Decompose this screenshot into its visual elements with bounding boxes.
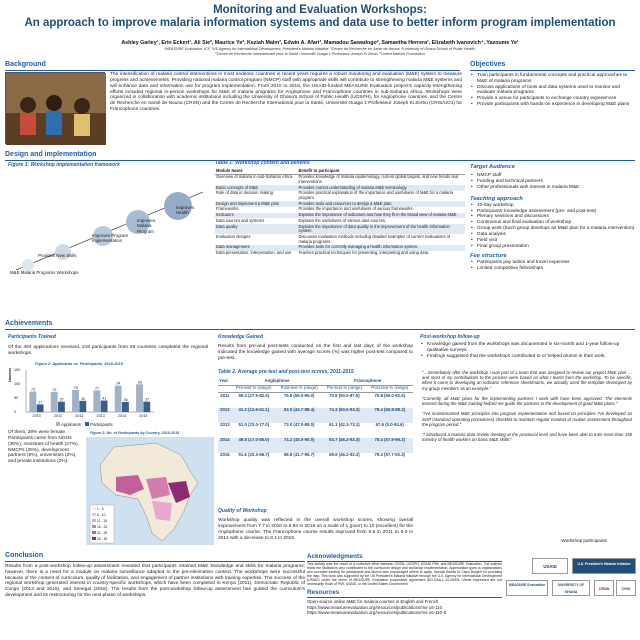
score-cell: 79.4 (60.8-88.3) bbox=[374, 407, 406, 413]
score-cell: 75.4 (57.9-96.2) bbox=[374, 437, 406, 443]
module-benefit: Teaches practical techniques for presenting, interpreting and using data. bbox=[298, 250, 430, 256]
module-benefit: Explains the importance of data quality in the improvement of the health information system. bbox=[298, 223, 450, 234]
score-cell: 63.0 (44.7-88.4) bbox=[283, 407, 315, 413]
achievements-section bbox=[5, 320, 635, 330]
affiliations: ¹MEASURE Evaluation, ICF, ²US Agency for International Development, President's Malaria Initiative, ³Centre de Recherche en Santé de Nouna, ⁴University of Ghana School of Public Health, bbox=[164, 47, 476, 51]
module-name: Data presentation, interpretation, and use bbox=[216, 250, 292, 256]
year-cell: 2013 bbox=[220, 422, 230, 428]
conclusion-section bbox=[5, 552, 305, 599]
authors: Ashley Garley¹, Erin Eckert¹, Ali Sie², Maurice Ye², Keziah Malm³, Edwin A. Afari³, Mamadou Sawadogo², Samantha Herrera¹, Elizabeth Ivanovich⁴, Yazoume Ye¹ bbox=[121, 40, 519, 46]
step-label-1: M&E Malaria Programs Workshops bbox=[10, 270, 79, 275]
bar-participants bbox=[79, 401, 86, 412]
bar-participants bbox=[143, 402, 150, 412]
approach-heading: Teaching approach bbox=[470, 195, 523, 202]
background-rule bbox=[5, 70, 460, 71]
table-row bbox=[215, 224, 465, 234]
achievements-rule bbox=[5, 329, 635, 330]
participant-quote: "Currently, all M&E plans for the implementing partners I work with have been approved. The elements learned during the M&E training helped me guide the partners in the development of good M&E plans." bbox=[422, 395, 632, 407]
x-tick-label: 2013 bbox=[96, 414, 105, 418]
y-tick-label: 0 bbox=[14, 410, 17, 414]
year-cell: 2014 bbox=[220, 437, 230, 443]
table2-header bbox=[218, 385, 413, 393]
map-legend-item: 16 - 20 bbox=[97, 525, 108, 529]
quote-attribution: -Workshop participants bbox=[560, 538, 607, 543]
table1-caption: Table 1: Workshop content and benefits bbox=[215, 160, 310, 166]
followup-heading: Post-workshop follow-up bbox=[420, 334, 480, 340]
applicants-participants-chart bbox=[8, 368, 158, 420]
module-benefit: Provides the importance and usefulness of various frameworks. bbox=[298, 206, 414, 212]
year-cell: 2011 bbox=[220, 392, 230, 398]
score-cell: 51.0 (23.0-77.0) bbox=[238, 422, 270, 428]
bar-applicants bbox=[93, 390, 100, 412]
col-benefit: Benefit to participant bbox=[298, 167, 340, 173]
map-legend-item: 21 - 25 bbox=[97, 531, 108, 535]
bar-value-label: 94 bbox=[116, 381, 121, 386]
score-cell: 75.8 (55.0-95.0) bbox=[283, 392, 315, 398]
legend-applicants: Applicants bbox=[60, 422, 81, 427]
bar-value-label: 37 bbox=[59, 397, 64, 402]
acknowledgments-heading: Acknowledgments bbox=[307, 553, 363, 560]
map-legend-item: 11 - 15 bbox=[97, 519, 108, 523]
approach-item: • Field visit bbox=[470, 238, 635, 244]
bar-applicants bbox=[115, 386, 122, 412]
bar-value-label: 36 bbox=[123, 397, 128, 402]
chart-legend bbox=[56, 422, 113, 427]
figure3-caption: Figure 3: No. of Participants by Country, 2010-2015 bbox=[90, 431, 180, 435]
background-section bbox=[5, 61, 465, 71]
module-name: Overview of malaria in sub-Saharan Africa bbox=[216, 174, 293, 180]
module-benefit: Provides tools for correctly managing a health information system. bbox=[298, 244, 419, 250]
figure1-caption: Figure 1: Workshop implementation framework bbox=[8, 162, 120, 168]
resources-heading: Resources bbox=[307, 589, 340, 597]
table-row bbox=[218, 408, 413, 423]
module-name: Design and implement a M&E plan bbox=[216, 200, 280, 206]
followup-item: • Knowledge gained from the workshops was documented in six-month and 1-year follow-up qualitative surveys. bbox=[420, 342, 635, 354]
background-heading: Background bbox=[5, 61, 46, 68]
participant-quote: "I introduced a malaria data review meeting at the provincial level and have been able to train more than 150 ministry of health workers on basic M&E skills." bbox=[422, 432, 632, 443]
bar-value-label: 72 bbox=[52, 387, 57, 392]
module-benefit: Provides correct understanding of malaria M&E terminology. bbox=[298, 184, 408, 190]
approach-item: • Group work (Each group develops an M&E plan for a malaria intervention) bbox=[470, 226, 635, 232]
bar-participants bbox=[58, 402, 65, 412]
x-tick-label: 2012 bbox=[75, 414, 84, 418]
approach-item: • Continuous and final evaluation of workshop bbox=[470, 220, 635, 226]
usaid-logo: USAID bbox=[532, 558, 568, 574]
trained-heading: Participants Trained bbox=[8, 334, 56, 340]
score-cell: 68.8 (41.7-96.7) bbox=[283, 452, 315, 458]
step-label-5: Improves Health bbox=[176, 205, 195, 216]
score-cell: 67.6 (0.0-84.6) bbox=[375, 422, 404, 428]
followup-item: • Findings suggested that the workshops contributed to or helped alumni in their work. bbox=[420, 354, 635, 360]
group-francophone: Francophone bbox=[354, 377, 382, 383]
score-cell: 75.8 (60.0-92.5) bbox=[374, 392, 406, 398]
col-pre-anglo: Pre-test % (range) bbox=[236, 385, 272, 391]
bar-participants bbox=[122, 402, 129, 412]
approach-item: • Participants' knowledge assessment (pre- and post-test) bbox=[470, 209, 635, 215]
workshop-photo bbox=[5, 72, 105, 144]
year-cell: 2012 bbox=[220, 407, 230, 413]
approach-item: • Plenary sessions and discussions bbox=[470, 214, 635, 220]
score-cell: 61.1 (42.3-73.1) bbox=[329, 422, 360, 428]
crsn-logo: CRSN bbox=[594, 580, 614, 596]
x-tick-label: 2011 bbox=[54, 414, 62, 418]
legend-participants: Participants bbox=[90, 422, 113, 427]
score-cell: 51.6 (23.3-66.7) bbox=[238, 452, 270, 458]
target-section bbox=[470, 164, 635, 272]
module-name: Data quality bbox=[216, 223, 238, 229]
table-row bbox=[218, 453, 413, 468]
implementation-framework-diagram bbox=[8, 172, 213, 282]
group-anglophone: Anglophone bbox=[264, 377, 290, 383]
col-module: Module Name bbox=[216, 167, 243, 173]
legend-swatch-applicants bbox=[56, 422, 60, 426]
x-tick-label: 2010 bbox=[32, 414, 41, 418]
table-row bbox=[218, 438, 413, 453]
fee-item: • Participants pay tuition and travel expenses bbox=[470, 260, 635, 266]
bar-value-label: 99 bbox=[137, 380, 142, 385]
title-line-1: Monitoring and Evaluation Workshops: bbox=[213, 4, 427, 16]
table2-caption: Table 2. Average pre-test and post-test scores, 2011-2015 bbox=[218, 369, 354, 375]
chart-ylabel: Number bbox=[8, 367, 12, 382]
col-pre-franco: Pre-test % (range) bbox=[326, 385, 362, 391]
score-cell: 73.0 (47.0-88.0) bbox=[283, 422, 315, 428]
module-name: Evaluation designs bbox=[216, 233, 251, 239]
module-benefit: Provides tools and resources to design a M&E plan. bbox=[298, 200, 393, 206]
resource-link[interactable]: https://www.measureevaluation.org/resources/publications/ms-16-110 bbox=[307, 604, 443, 610]
bar-applicants bbox=[29, 392, 36, 412]
objectives-list bbox=[470, 73, 635, 108]
score-cell: 63.7 (46.2-92.3) bbox=[329, 437, 360, 443]
resource-link[interactable]: https://www.measureevaluation.org/resources/publications/ms-16-110-fr bbox=[307, 610, 447, 616]
achievements-heading: Achievements bbox=[5, 320, 53, 327]
objective-item: • Provide participants with hands-on experience in developing M&E plans bbox=[470, 102, 635, 108]
col-year: Year bbox=[219, 377, 229, 383]
approach-item: • Data analysis bbox=[470, 232, 635, 238]
table-row bbox=[215, 251, 465, 257]
knowledge-heading: Knowledge Gained bbox=[218, 334, 264, 340]
module-benefit: Explains the usefulness of various data sources. bbox=[298, 217, 387, 223]
acknowledgments-section bbox=[307, 553, 502, 616]
module-name: Indicators bbox=[216, 212, 234, 218]
background-text: The intensification of malaria control interventions in most endemic countries in recent years requires a robust monitoring and evaluation (M&E) system to measure progress and achievements. Providing national malaria control program (NMCP) staff with appropriate skills will contribute to strengthening malaria M&E systems and will enhance data and information use for program implementation. From 2010 to 2015, the USAID-funded MEASURE Evaluation project's capacity-strengthening efforts included regional in-person workshops for M&E of malaria programs for Anglophone and Francophone countries in sub-Saharan Africa. Workshops were organized in collaboration with academic institutions including the University of Ghana's School of Public Health (UGSPH), for Anglophone countries, and the Centre de Recherche en Santé de Nouna (CRSN) and the Centre de Recherche International pour la Santé, Université Ouaga 1 Professeur Joseph Ki Zerbo (CRIS/UO1) for Francophone countries. bbox=[110, 72, 462, 113]
approach-item: • Final group presentation bbox=[470, 244, 635, 250]
map-legend-labels bbox=[97, 506, 107, 542]
objective-item: • Train participants in fundamental concepts and practical approaches to M&E of malaria programs bbox=[470, 73, 635, 85]
conclusion-rule bbox=[5, 561, 305, 562]
objectives-section bbox=[470, 61, 635, 108]
fee-heading: Fee structure bbox=[470, 253, 507, 260]
table-row bbox=[215, 234, 465, 244]
score-cell: 41.2 (12.6-61.1) bbox=[238, 407, 270, 413]
module-name: Data management bbox=[216, 244, 250, 250]
trained-text: Of the 494 applications received, 218 participants from 28 countries completed the regional workshops. bbox=[8, 345, 208, 356]
target-heading: Target Audience bbox=[470, 164, 515, 170]
bar-value-label: 73 bbox=[31, 387, 36, 392]
table2-group-row bbox=[218, 378, 413, 385]
bar-value-label: 79 bbox=[73, 385, 78, 390]
bar-participants bbox=[101, 401, 108, 412]
approach-item: • 10-day workshop bbox=[470, 203, 635, 209]
map-legend-item: 1 - 5 bbox=[97, 507, 104, 511]
conclusion-heading: Conclusion bbox=[5, 552, 44, 559]
workshop-photo-graphic bbox=[6, 73, 106, 145]
approach-list bbox=[470, 203, 635, 250]
bar-participants bbox=[37, 404, 44, 412]
legend-swatch-participants bbox=[85, 422, 89, 426]
design-rule bbox=[5, 160, 635, 161]
module-benefit: Discusses evaluation methods including detailed examples of current evaluations of malaria programs. bbox=[298, 233, 451, 244]
measure-logo: MEASURE Evaluation bbox=[506, 580, 548, 596]
bar-value-label: 40 bbox=[80, 396, 85, 401]
module-name: Role of data in decision making bbox=[216, 190, 273, 196]
participant-quote: "…immediately after the workshop I was part of a team that was assigned to review our project M&E plan … and most of my contributions to the process were based on what I learnt from the workshop. To be specific, when it came to developing an indicator reference sheet/matrix, we actually used the template developed by my group members as an example." bbox=[422, 370, 632, 391]
col-post-anglo: Post-test % (range) bbox=[280, 385, 318, 391]
bar-value-label: 41 bbox=[102, 396, 107, 401]
score-cell: 59.3 (27.5-82.5) bbox=[238, 392, 270, 398]
bar-applicants bbox=[72, 390, 79, 412]
module-benefit: Provides practical explanation of the importance and usefulness of M&E for a malaria program. bbox=[298, 190, 453, 201]
conclusion-text: Results from a post-workshop follow-up assessment revealed that participants retained M&E knowledge and skills for malaria programs; however, there is a need for a module on malaria surveillance adapted to the pre-elimination context. The workshops were successful because of the content of curriculum, quality of facilitation, and engagement of partner institutions with training expertise. The success of the regional workshop generated interest in country-specific workshops, which have been completed in Kenya (2011), Democratic Republic of Congo (2013 and 2015), and Senegal (2016). The results from the post-workshop follow-up assessment has guided the curriculum's development and its restructuring for the next phase of workshops. bbox=[5, 563, 305, 599]
step-label-2: Provides New Skills bbox=[38, 253, 77, 258]
target-item: • Funding and technical partners bbox=[470, 179, 635, 185]
score-cell: 69.9 (46.2-92.3) bbox=[329, 452, 360, 458]
ghana-logo: UNIVERSITY OF GHANA bbox=[552, 580, 590, 596]
module-name: Basic concepts of M&E bbox=[216, 184, 259, 190]
year-cell: 2015 bbox=[220, 452, 230, 458]
step-label-4: Improves Malaria Program bbox=[137, 218, 156, 234]
figure2-caption: Figure 2: Applicants vs. Participants, 2010-2015 bbox=[35, 361, 123, 366]
target-list bbox=[470, 173, 635, 191]
objectives-rule bbox=[470, 70, 635, 71]
score-cell: 70.9 (50.0-87.5) bbox=[329, 392, 360, 398]
fee-list bbox=[470, 260, 635, 272]
table-row bbox=[215, 191, 465, 201]
table-row bbox=[218, 423, 413, 438]
resources-rule bbox=[307, 597, 502, 598]
pmi-logo: U.S. President's Malaria Initiative bbox=[572, 558, 636, 574]
map-legend-item: 6 - 10 bbox=[97, 513, 106, 517]
x-tick-label: 2015 bbox=[139, 414, 148, 418]
table1 bbox=[215, 168, 465, 256]
resources-line: Open-source online M&E for malaria courses in English and French bbox=[307, 599, 439, 605]
score-cell: 74.2 (45.0-90.0) bbox=[283, 437, 315, 443]
fee-item: • Limited competitive fellowships bbox=[470, 266, 635, 272]
empty-cell bbox=[218, 385, 232, 393]
module-name: Frameworks bbox=[216, 206, 239, 212]
y-tick-label: 50 bbox=[14, 396, 19, 400]
step-label-3: Improves Program Implementation bbox=[92, 233, 129, 244]
knowledge-text: Results from pre-and post-tests conducted on the first and last days of the workshop indicated the knowledge gained with average scores (%) was higher post-test compared to pre-test. bbox=[218, 344, 413, 361]
bar-value-label: 37 bbox=[144, 397, 149, 402]
module-benefit: Explains the importance of indicators and how they fit in the broad view of malaria M&E. bbox=[298, 212, 458, 218]
affiliations-2: ⁵Centre de Recherche Internationale pour la Santé Université Ouaga 1 Professeur Joseph Ki Zerbo, ⁶United Nations Foundation bbox=[215, 51, 425, 56]
bar-value-label: 77 bbox=[95, 386, 100, 391]
design-section bbox=[5, 151, 635, 161]
quality-text: Workshop quality was reflected in the overall workshop scores, showing overall improvement from 7.7 in 2010 to 8.94 in 2015 on a scale of 1 (poor) to 10 (excellent) for the Anglophone course. The Francophone course results improved from 8.5 in 2011 to 9.3 in 2014 with a decrease to 8.1 in 2015. bbox=[218, 518, 413, 541]
design-heading: Design and implementation bbox=[5, 151, 97, 158]
participant-quote: "I've mainstreamed M&E principles into program implementation and based on principles I've developed an SOP (standard operating procedures) checklist to maintain regular conduct of routine assessment throughout the program period." bbox=[422, 411, 632, 427]
cris-logo: CRIS bbox=[616, 580, 636, 596]
table-row bbox=[215, 174, 465, 185]
y-tick-label: 150 bbox=[14, 368, 21, 372]
table2 bbox=[218, 378, 413, 468]
module-benefit: Provides knowledge of malaria epidemiology, current global targets, and new trends and interventions. bbox=[298, 174, 459, 184]
target-item: • Other professionals with interest in malaria M&E bbox=[470, 185, 635, 191]
bar-value-label: 27 bbox=[38, 400, 43, 405]
score-cell: 74.3 (50.0-93.3) bbox=[329, 407, 360, 413]
demographics-text: Of them, 28% were female. Participants came from NGOs (36%), ministries of health (27%), NMCPs (25%), development partners (8%), universities (2%), and private institutions (2%). bbox=[8, 430, 79, 465]
bar-applicants bbox=[51, 392, 58, 412]
quality-heading: Quality of Workshop bbox=[218, 508, 267, 514]
bar-applicants bbox=[136, 384, 143, 412]
module-name: Data sources and systems bbox=[216, 217, 265, 223]
target-item: • NMCP staff bbox=[470, 173, 635, 179]
followup-list bbox=[420, 342, 635, 360]
objectives-heading: Objectives bbox=[470, 61, 506, 68]
title-line-2: An approach to improve malaria information systems and data use to better inform program implementation bbox=[24, 17, 616, 29]
score-cell: 49.8 (17.0-85.0) bbox=[238, 437, 270, 443]
map-legend-item: 26 - 30 bbox=[97, 537, 108, 541]
table-row bbox=[218, 393, 413, 408]
acknowledgments-text: This activity was the result of a collective effort between CRSN, UGSPH, USAID PMI, and MEASURE Evaluation. The authors thank the facilitators who contributed to the curriculum design and workshop implementation. Appreciation goes to organizations who provided funding for participants and alumni who encouraged others to apply. Special thanks to Clara Burgert for providing the map. This work was supported by the US President's Malaria Initiative through the U.S. Agency for International Development (USAID) under the terms of MEASURE Evaluation cooperative agreement AID-OAA-L-14-00004. Views expressed are not necessarily those of PMI, USAID, or the United States Government. bbox=[307, 561, 502, 586]
col-post-franco: Post-test % (range) bbox=[371, 385, 409, 391]
x-tick-label: 2014 bbox=[117, 414, 127, 418]
y-tick-label: 100 bbox=[14, 382, 21, 386]
score-cell: 79.4 (57.7-92.3) bbox=[374, 452, 406, 458]
objective-item: • Discuss applications of tools and data systems used to monitor and evaluate malaria programs bbox=[470, 85, 635, 97]
objective-item: • Provide a venue for participants to exchange country experiences bbox=[470, 96, 635, 102]
quotes-box bbox=[422, 370, 632, 536]
